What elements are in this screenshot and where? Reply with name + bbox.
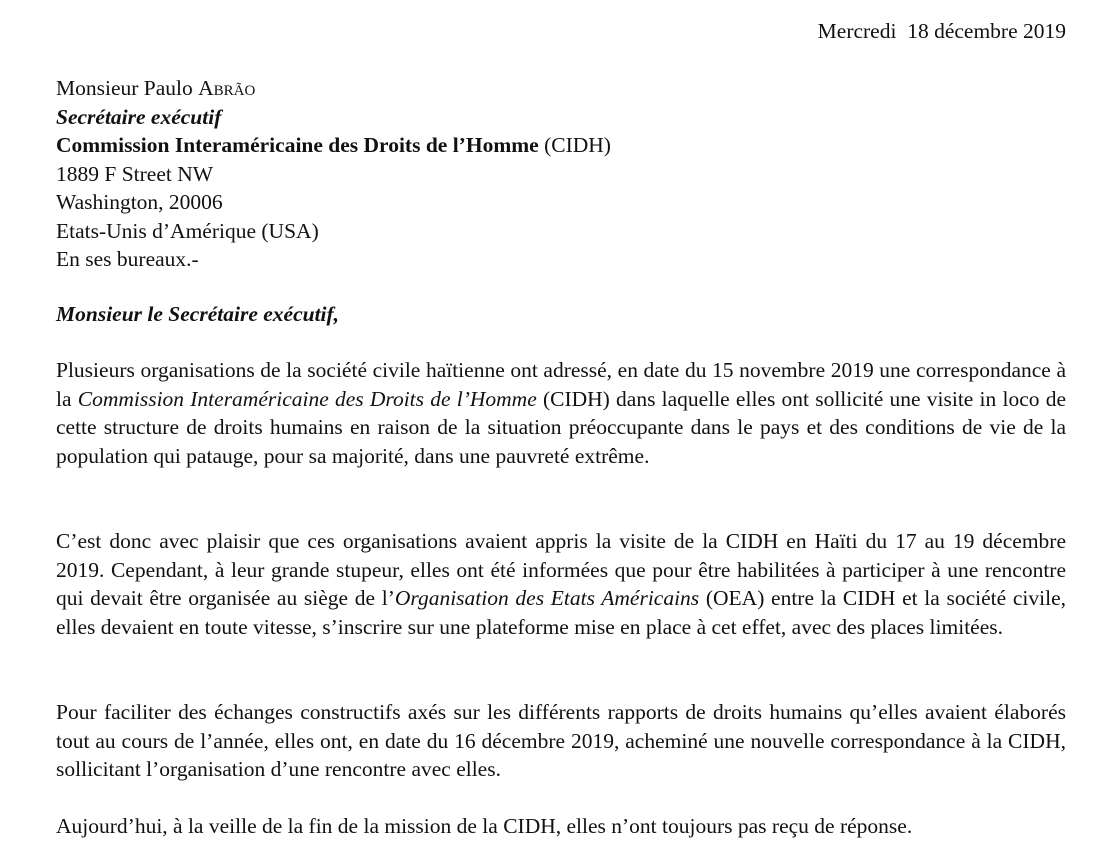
recipient-closing-line: En ses bureaux.-	[56, 247, 199, 271]
recipient-city: Washington, 20006	[56, 190, 223, 214]
recipient-country: Etats-Unis d’Amérique (USA)	[56, 218, 319, 243]
paragraph-1	[56, 356, 1066, 470]
recipient-surname: Abrão	[198, 76, 256, 100]
recipient-title-prefix: Monsieur Paulo	[56, 76, 199, 100]
recipient-organization: Commission Interaméricaine des Droits de l’Homme	[56, 133, 539, 157]
paragraph-2	[56, 527, 1066, 641]
paragraph-2-part-b: (OEA) entre la CIDH et la société civile, elles devaient en toute vitesse, s’inscrire sur une plateforme mise en place à cet effet, avec des places limitées.	[56, 586, 1066, 639]
recipient-organization-suffix: (CIDH)	[538, 133, 611, 157]
recipient-street: 1889 F Street NW	[56, 161, 214, 186]
paragraph-3: Pour faciliter des échanges constructifs axés sur les différents rapports de droits humains qu’elles avaient élaborés tout au cours de l’année, elles ont, en date du 16 décembre 2019, acheminé une nouvelle correspondance à la CIDH, sollicitant l’organisation d’une rencontre avec elles.	[56, 700, 1066, 781]
paragraph-1-part-b: (CIDH) dans laquelle elles ont sollicité une visite in loco de cette structure de droits humains en raison de la situation préoccupante dans le pays et des conditions de vie de la population qui patauge, pour sa majorité, dans une pauvreté extrême.	[56, 386, 1066, 468]
letter-date: Mercredi 18 décembre 2019	[817, 19, 1066, 43]
recipient-role: Secrétaire exécutif	[56, 104, 222, 129]
paragraph-4: Aujourd’hui, à la veille de la fin de la mission de la CIDH, elles n’ont toujours pas reçu de réponse.	[56, 814, 913, 838]
recipient-address-block	[56, 74, 1066, 274]
paragraph-1-part-a: Plusieurs organisations de la société civile haïtienne ont adressé, en date du 15 novembre 2019 une correspondance à la	[56, 358, 1066, 411]
recipient-name	[56, 74, 1066, 103]
salutation: Monsieur le Secrétaire exécutif,	[56, 302, 340, 326]
recipient-organization-line	[56, 131, 1066, 160]
paragraph-2-italic: Organisation des Etats Américains	[394, 586, 700, 610]
paragraph-1-italic: Commission Interaméricaine des Droits de l’Homme	[77, 386, 537, 411]
letter-page	[56, 0, 1066, 848]
paragraph-2-part-a: C’est donc avec plaisir que ces organisations avaient appris la visite de la CIDH en Haïti du 17 au 19 décembre 2019. Cependant, à leur grande stupeur, elles ont été informées que pour être habilitées à participer à une rencontre qui devait être organisée au siège de l’	[56, 529, 1066, 610]
